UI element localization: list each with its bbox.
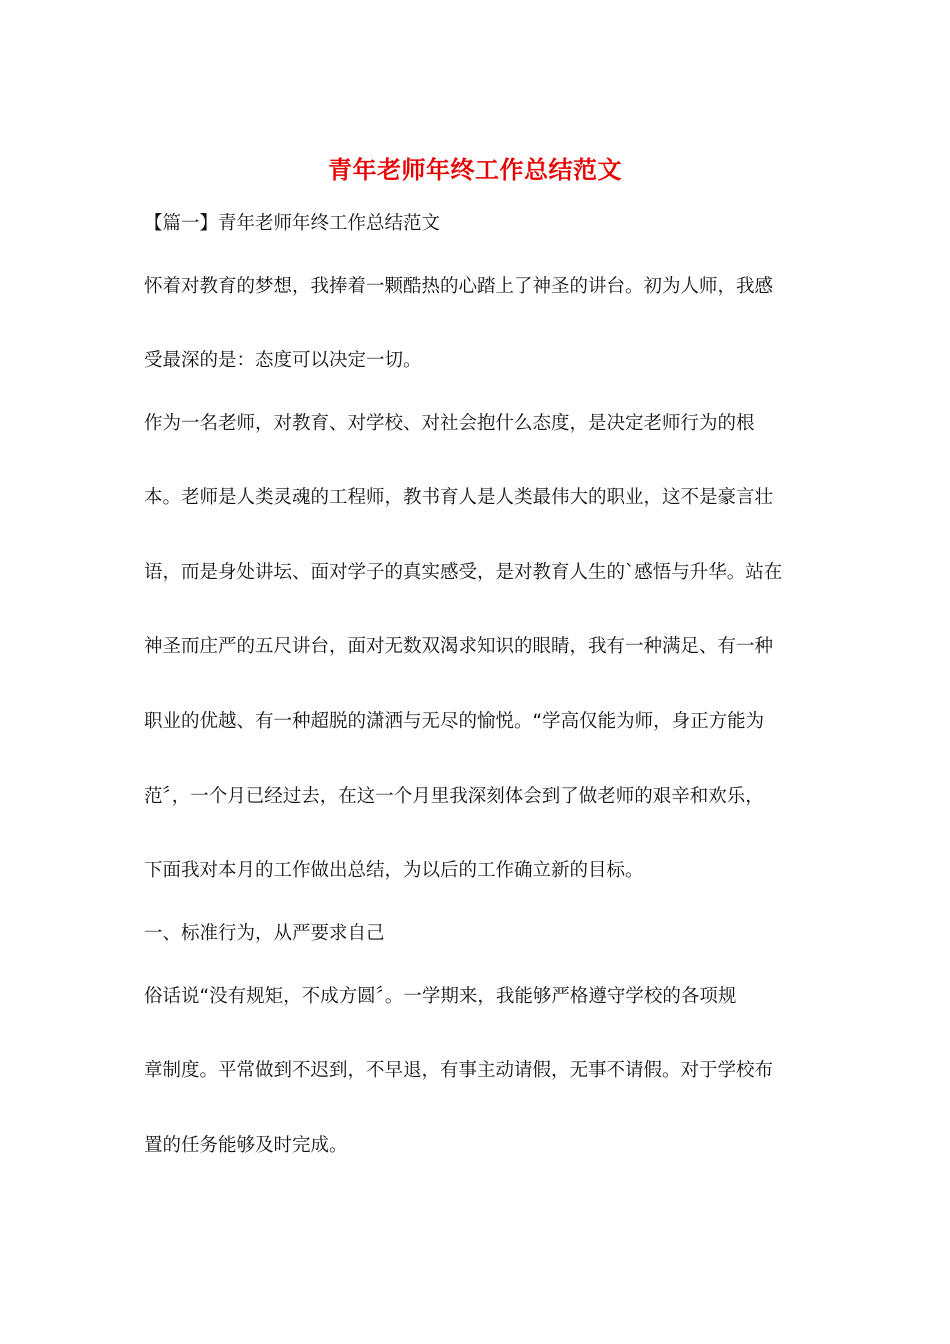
document-title: 青年老师年终工作总结范文 xyxy=(328,155,622,184)
paragraph-line: 俗话说“没有规矩，不成方圆〞。一学期来，我能够严格遵守学校的各项规 xyxy=(144,986,737,1007)
paragraph-line: 章制度。平常做到不迟到，不早退，有事主动请假，无事不请假。对于学校布 xyxy=(144,1060,774,1081)
paragraph-line: 本。老师是人类灵魂的工程师，教书育人是人类最伟大的职业，这不是豪言壮 xyxy=(144,487,774,508)
paragraph-line: 受最深的是：态度可以决定一切。 xyxy=(144,350,422,371)
paragraph-line: 作为一名老师，对教育、对学校、对社会抱什么态度，是决定老师行为的根 xyxy=(144,413,755,434)
section-subheading: 一、标准行为，从严要求自己 xyxy=(144,923,385,944)
paragraph-line: 置的任务能够及时完成。 xyxy=(144,1135,348,1156)
section-heading: 【篇一】青年老师年终工作总结范文 xyxy=(144,213,441,234)
paragraph-line: 下面我对本月的工作做出总结，为以后的工作确立新的目标。 xyxy=(144,860,644,881)
paragraph-line: 范〞，一个月已经过去，在这一个月里我深刻体会到了做老师的艰辛和欢乐， xyxy=(144,786,764,807)
paragraph-line: 神圣而庄严的五尺讲台，面对无数双渴求知识的眼睛，我有一种满足、有一种 xyxy=(144,636,774,657)
paragraph-line: 语，而是身处讲坛、面对学子的真实感受，是对教育人生的`感悟与升华。站在 xyxy=(144,562,783,583)
paragraph-line: 怀着对教育的梦想，我捧着一颗酷热的心踏上了神圣的讲台。初为人师，我感 xyxy=(144,276,774,297)
paragraph-line: 职业的优越、有一种超脱的潇洒与无尽的愉悦。“学高仅能为师，身正方能为 xyxy=(144,711,765,732)
